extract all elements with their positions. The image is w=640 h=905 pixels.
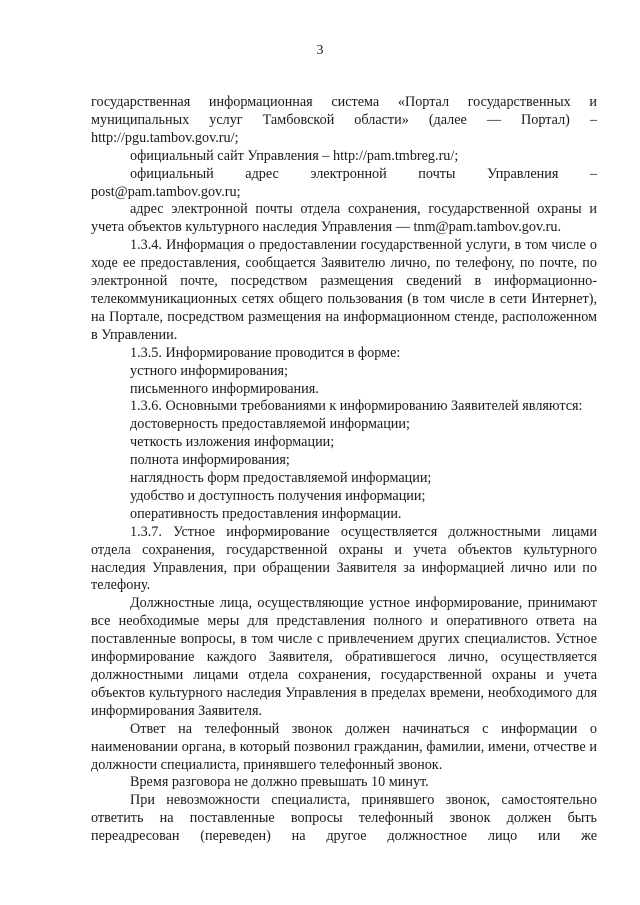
list-item-oral: устного информирования; — [130, 362, 288, 379]
list-item-completeness: полнота информирования; — [130, 452, 290, 469]
paragraph-official-email: официальный адрес электронной почты Управления – post@pam.tambov.gov.ru; — [91, 165, 597, 200]
paragraph-official-site: официальный сайт Управления – http://pam.tmbreg.ru/; — [130, 147, 459, 164]
paragraph-1-3-4: 1.3.4. Информация о предоставлении государственной услуги, в том числе о ходе ее предоставления, сообщается Заявителю лично, по телефону, по почте, по электронной почте, посредством размещения сведений в информационно-телекоммуникационных сетях общего пользования (в том числе в сети Интернет), на Портале, посредством размещения на информационном стенде, расположенном в Управлении. — [91, 237, 597, 343]
list-item-reliability: достоверность предоставляемой информации; — [130, 416, 410, 433]
paragraph-portal-address: государственная информационная система «Портал государственных и муниципальных услуг Тамбовской области» (далее — Портал) – http://pgu.tambov.gov.ru/; — [91, 94, 597, 146]
document-body — [91, 94, 597, 846]
paragraph-1-3-5: 1.3.5. Информирование проводится в форме: — [130, 344, 401, 361]
page-number: 3 — [316, 43, 324, 58]
paragraph-call-duration: Время разговора не должно превышать 10 минут. — [130, 774, 429, 791]
list-item-promptness: оперативность предоставления информации. — [130, 505, 402, 522]
paragraph-call-redirect: При невозможности специалиста, принявшего звонок, самостоятельно ответить на поставленные вопросы телефонный звонок должен быть переадресован (переведен) на другое должностное лицо или же — [91, 792, 597, 845]
paragraph-department-email: адрес электронной почты отдела сохранения, государственной охраны и учета объектов культурного наследия Управления — tnm@pam.tambov.gov.ru. — [91, 201, 597, 236]
paragraph-officials: Должностные лица, осуществляющие устное информирование, принимают все необходимые меры для представления полного и оперативного ответа на поставленные вопросы, в том числе с привлечением других специалистов. Устное информирование каждого Заявителя, обратившегося лично, осуществляется должностными лицами отдела сохранения, государственной охраны и учета объектов культурного наследия Управления в пределах времени, необходимого для информирования Заявителя. — [91, 595, 597, 719]
list-item-written: письменного информирования. — [130, 380, 319, 397]
list-item-visual-forms: наглядность форм предоставляемой информации; — [130, 470, 432, 487]
paragraph-phone-answer: Ответ на телефонный звонок должен начинаться с информации о наименовании органа, в который позвонил гражданин, фамилии, имени, отчестве и должности специалиста, принявшего телефонный звонок. — [91, 720, 597, 773]
paragraph-1-3-7: 1.3.7. Устное информирование осуществляется должностными лицами отдела сохранения, государственной охраны и учета объектов культурного наследия Управления, при обращении Заявителя за информацией лично или по телефону. — [91, 523, 597, 594]
paragraph-1-3-6: 1.3.6. Основными требованиями к информированию Заявителей являются: — [130, 398, 583, 415]
list-item-convenience: удобство и доступность получения информации; — [130, 487, 426, 504]
list-item-clarity: четкость изложения информации; — [130, 434, 335, 451]
